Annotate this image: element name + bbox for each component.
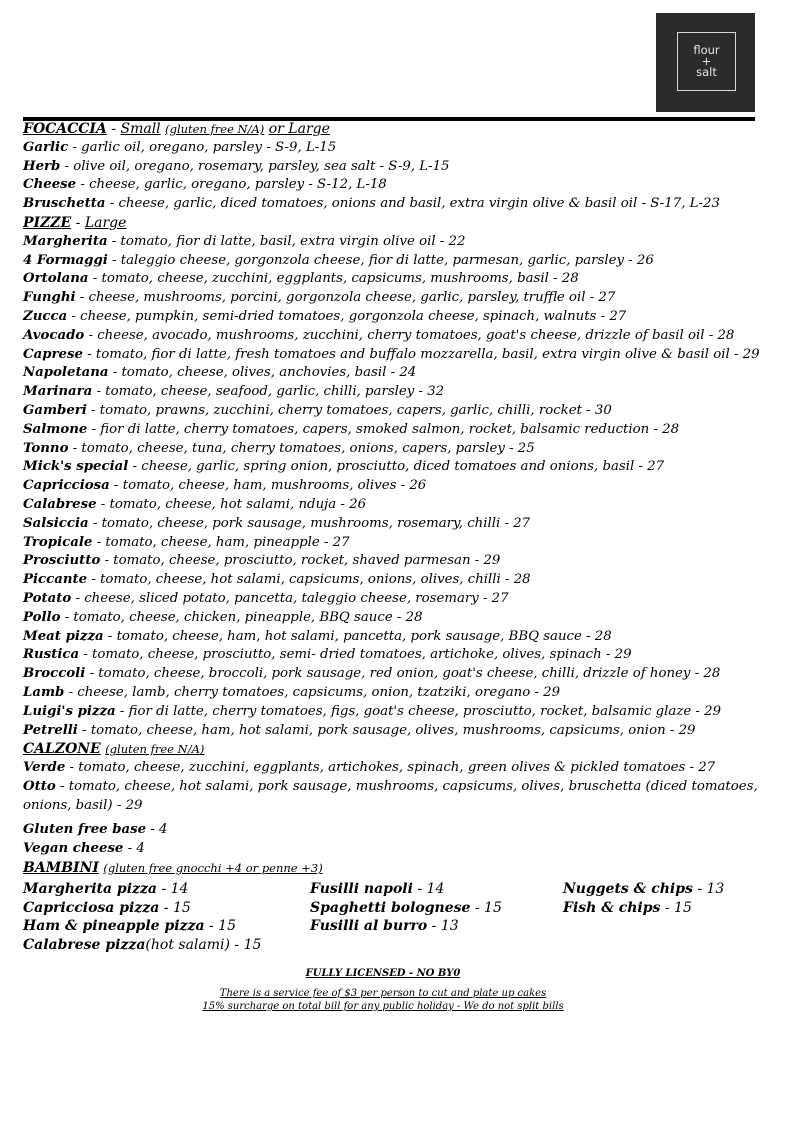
item-name: Gluten free base	[23, 822, 147, 838]
item-desc: - tomato, fior di latte, fresh tomatoes and buffalo mozzarella, basil, extra virgin olive & basil oil - 29	[82, 346, 760, 362]
item-desc: - olive oil, oregano, rosemary, parsley, sea salt - S-9, L-15	[60, 158, 450, 174]
item-desc: - tomato, cheese, pork sausage, mushrooms, rosemary, chilli - 27	[88, 515, 531, 531]
extras-list	[23, 821, 773, 859]
item-name: Prosciutto	[23, 553, 101, 569]
item-name: Gamberi	[23, 402, 87, 418]
item-desc: - tomato, cheese, seafood, garlic, chilli, parsley - 32	[92, 384, 445, 400]
item-name: Rustica	[23, 647, 80, 663]
menu-item	[23, 917, 310, 936]
item-name: Nuggets & chips	[563, 880, 693, 897]
menu-item	[23, 628, 773, 647]
item-desc: - 4	[146, 822, 168, 838]
menu-item	[23, 440, 773, 459]
licensed-notice: FULLY LICENSED - NO BY0	[305, 968, 461, 980]
menu-item	[23, 821, 773, 840]
item-desc: - tomato, cheese, hot salami, pork sausage, mushrooms, capsicums, olives, bruschetta (diced tomatoes, onions, basil) - 29	[23, 778, 758, 813]
restaurant-logo	[656, 13, 755, 112]
item-desc: - 14	[412, 880, 445, 897]
focaccia-small-note: (gluten free N/A)	[165, 122, 265, 136]
menu-item	[23, 665, 773, 684]
menu-item	[23, 722, 773, 741]
footer	[23, 967, 773, 1013]
item-name: Petrelli	[23, 722, 78, 738]
item-desc: - tomato, cheese, zucchini, eggplants, artichokes, spinach, green olives & pickled tomatoes - 27	[65, 760, 716, 776]
item-name: Otto	[23, 778, 56, 794]
logo-line-plus: +	[701, 54, 712, 68]
menu-item	[23, 778, 773, 816]
bambini-list	[23, 880, 773, 955]
menu-item	[23, 383, 773, 402]
item-desc: - cheese, garlic, diced tomatoes, onions and basil, extra virgin olive & basil oil - S-17, L-23	[105, 196, 720, 212]
item-desc: (hot salami) - 15	[145, 937, 262, 954]
item-desc: - 15	[470, 899, 502, 916]
item-name: Caprese	[23, 346, 83, 362]
item-name: Avocado	[23, 327, 85, 343]
item-desc: - taleggio cheese, gorgonzola cheese, fior di latte, parmesan, garlic, parsley - 26	[107, 252, 654, 268]
bambini-title: BAMBINI	[23, 860, 99, 877]
item-name: Broccoli	[23, 666, 86, 682]
item-name: Funghi	[23, 290, 76, 306]
menu-item	[310, 899, 563, 918]
item-name: Ortolana	[23, 271, 89, 287]
item-name: Fish & chips	[563, 899, 661, 916]
item-desc: - tomato, cheese, olives, anchovies, basil - 24	[108, 365, 417, 381]
menu-item	[563, 899, 763, 918]
logo-text	[678, 45, 735, 78]
item-desc: - tomato, fior di latte, basil, extra virgin olive oil - 22	[107, 233, 466, 249]
pizze-list	[23, 233, 773, 741]
service-fee-notice: There is a service fee of $3 per person to cut and plate up cakes	[219, 988, 547, 1000]
item-name: Piccante	[23, 572, 88, 588]
item-name: Garlic	[23, 139, 69, 155]
item-desc: - tomato, cheese, prosciutto, semi- dried tomatoes, artichoke, olives, spinach - 29	[79, 647, 632, 663]
bambini-note: (gluten free gnocchi +4 or penne +3)	[103, 861, 323, 876]
item-desc: - tomato, cheese, hot salami, nduja - 26	[96, 496, 367, 512]
item-name: Calabrese	[23, 496, 97, 512]
menu-item	[23, 402, 773, 421]
item-name: Cheese	[23, 177, 77, 193]
focaccia-list	[23, 139, 773, 214]
item-name: Mick's special	[23, 459, 129, 475]
item-name: Tonno	[23, 440, 69, 456]
menu-item	[23, 252, 773, 271]
calzone-list	[23, 759, 773, 815]
menu-item	[23, 327, 773, 346]
bambini-header	[23, 859, 773, 878]
item-desc: - tomato, cheese, chicken, pineapple, BBQ sauce - 28	[60, 609, 423, 625]
item-name: Pollo	[23, 609, 61, 625]
logo-frame	[677, 32, 736, 91]
item-desc: - 13	[692, 880, 725, 897]
menu-item	[23, 308, 773, 327]
focaccia-title: FOCACCIA	[23, 121, 107, 137]
focaccia-large: or Large	[268, 121, 330, 137]
item-desc: - cheese, garlic, oregano, parsley - S-12, L-18	[76, 177, 387, 193]
item-name: Potato	[23, 590, 72, 606]
calzone-title: CALZONE	[23, 741, 101, 758]
menu-item	[23, 646, 773, 665]
item-name: Salsiccia	[23, 515, 89, 531]
menu-item	[23, 346, 773, 365]
item-name: Verde	[23, 760, 66, 776]
item-desc: - cheese, garlic, spring onion, prosciutto, diced tomatoes and onions, basil - 27	[128, 459, 665, 475]
menu-item	[23, 534, 773, 553]
item-desc: - cheese, pumpkin, semi-dried tomatoes, gorgonzola cheese, spinach, walnuts - 27	[67, 308, 627, 324]
focaccia-header	[23, 120, 773, 139]
item-name: Fusilli napoli	[310, 880, 413, 897]
item-name: Calabrese pizza	[23, 937, 146, 954]
item-name: Margherita pizza	[23, 880, 158, 897]
menu-item	[23, 936, 310, 955]
pizze-size: Large	[84, 214, 127, 231]
item-name: Zucca	[23, 308, 68, 324]
item-desc: - tomato, prawns, zucchini, cherry tomatoes, capers, garlic, chilli, rocket - 30	[86, 402, 612, 418]
item-name: Herb	[23, 158, 61, 174]
item-name: Fusilli al burro	[310, 918, 428, 935]
menu-item	[23, 703, 773, 722]
item-desc: - fior di latte, cherry tomatoes, figs, goat's cheese, prosciutto, rocket, balsamic glaze - 29	[115, 703, 722, 719]
logo-line-flour: flour	[693, 43, 720, 57]
item-name: Capricciosa pizza	[23, 899, 160, 916]
menu-item	[23, 590, 773, 609]
menu-item	[310, 880, 563, 899]
item-name: Ham & pineapple pizza	[23, 918, 205, 935]
menu-item	[23, 609, 773, 628]
menu-item	[23, 176, 773, 195]
pizze-title: PIZZE	[23, 214, 72, 231]
menu-item	[23, 477, 773, 496]
logo-line-salt: salt	[696, 65, 717, 79]
item-name: Vegan cheese	[23, 841, 124, 857]
item-desc: - cheese, mushrooms, porcini, gorgonzola cheese, garlic, parsley, truffle oil - 27	[75, 290, 616, 306]
calzone-note: (gluten free N/A)	[105, 742, 205, 757]
item-desc: - fior di latte, cherry tomatoes, capers, smoked salmon, rocket, balsamic reduction - 28	[87, 421, 680, 437]
item-desc: - garlic oil, oregano, parsley - S-9, L-15	[68, 139, 337, 155]
item-desc: - cheese, lamb, cherry tomatoes, capsicums, onion, tzatziki, oregano - 29	[64, 684, 561, 700]
menu-item	[23, 421, 773, 440]
pizze-header	[23, 214, 773, 233]
menu-item	[23, 139, 773, 158]
item-desc: - tomato, cheese, hot salami, capsicums, onions, olives, chilli - 28	[87, 572, 531, 588]
menu-item	[23, 899, 310, 918]
item-name: Bruschetta	[23, 196, 106, 212]
item-name: Salmone	[23, 421, 88, 437]
item-desc: - tomato, cheese, zucchini, eggplants, capsicums, mushrooms, basil - 28	[88, 271, 579, 287]
menu-item	[23, 233, 773, 252]
menu-item	[23, 515, 773, 534]
item-name: Marinara	[23, 384, 93, 400]
item-name: Meat pizza	[23, 628, 104, 644]
menu-item	[23, 571, 773, 590]
item-name: Margherita	[23, 233, 108, 249]
menu-item	[23, 496, 773, 515]
focaccia-small: Small	[120, 121, 161, 137]
menu-item	[23, 195, 773, 214]
pizze-sep: -	[71, 214, 85, 231]
item-name: Lamb	[23, 684, 65, 700]
item-name: Luigi's pizza	[23, 703, 116, 719]
menu-page	[23, 120, 773, 1013]
item-desc: - 15	[159, 899, 191, 916]
menu-item	[23, 158, 773, 177]
item-desc: - tomato, cheese, ham, hot salami, pork sausage, olives, mushrooms, capsicums, onion - 29	[77, 722, 696, 738]
menu-item	[23, 840, 773, 859]
item-name: Napoletana	[23, 365, 109, 381]
item-desc: - 4	[123, 841, 145, 857]
menu-item	[563, 880, 763, 899]
calzone-header	[23, 740, 773, 759]
empty-cell	[563, 917, 763, 936]
item-desc: - tomato, cheese, ham, hot salami, pancetta, pork sausage, BBQ sauce - 28	[103, 628, 612, 644]
menu-item	[23, 880, 310, 899]
item-desc: - tomato, cheese, broccoli, pork sausage, red onion, goat's cheese, chilli, drizzle of honey - 28	[85, 666, 721, 682]
item-desc: - tomato, cheese, ham, mushrooms, olives - 26	[109, 478, 427, 494]
menu-item	[310, 917, 563, 936]
item-desc: - cheese, sliced potato, pancetta, taleggio cheese, rosemary - 27	[71, 590, 509, 606]
item-name: 4 Formaggi	[23, 252, 108, 268]
item-desc: - tomato, cheese, ham, pineapple - 27	[92, 534, 350, 550]
item-desc: - 13	[427, 918, 459, 935]
menu-item	[23, 759, 773, 778]
item-desc: - 14	[157, 880, 189, 897]
item-name: Tropicale	[23, 534, 93, 550]
menu-item	[23, 289, 773, 308]
surcharge-notice: 15% surcharge on total bill for any public holiday - We do not split bills	[202, 1001, 564, 1013]
menu-item	[23, 270, 773, 289]
menu-item	[23, 684, 773, 703]
item-name: Capricciosa	[23, 478, 110, 494]
menu-item	[23, 552, 773, 571]
focaccia-sep: -	[106, 121, 121, 137]
item-desc: - tomato, cheese, tuna, cherry tomatoes, onions, capers, parsley - 25	[68, 440, 535, 456]
item-desc: - 15	[204, 918, 236, 935]
menu-item	[23, 458, 773, 477]
item-desc: - 15	[660, 899, 692, 916]
item-desc: - cheese, avocado, mushrooms, zucchini, cherry tomatoes, goat's cheese, drizzle of basil oil - 28	[84, 327, 735, 343]
menu-item	[23, 364, 773, 383]
item-name: Spaghetti bolognese	[310, 899, 471, 916]
item-desc: - tomato, cheese, prosciutto, rocket, shaved parmesan - 29	[100, 553, 501, 569]
